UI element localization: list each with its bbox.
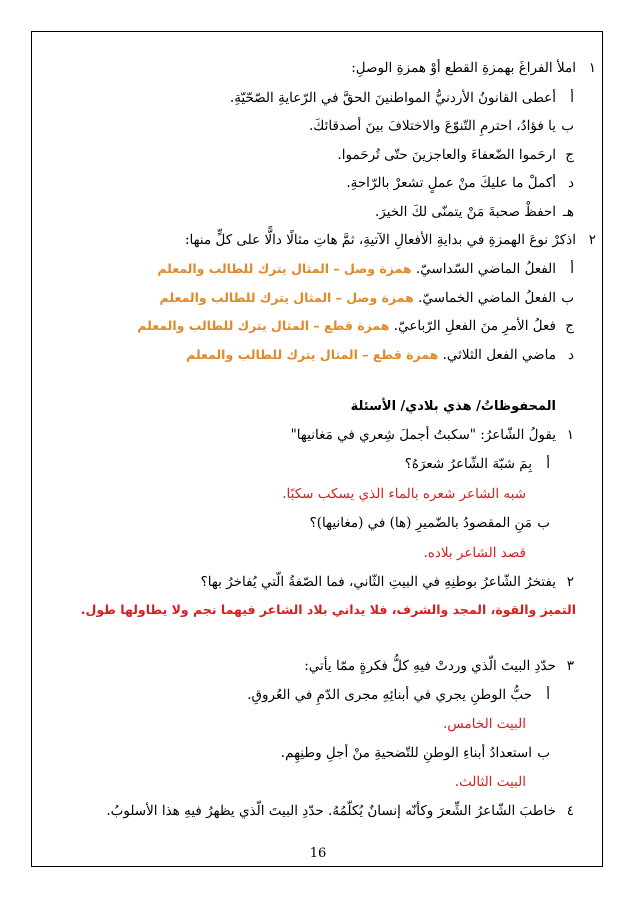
q2-item-b <box>34 288 556 308</box>
p3-item-b-text: استعدادُ أبناءِ الوطنِ للتّضحيةِ منْ أجلِ وطنِهِم. <box>280 745 532 761</box>
p2-number: ٢ <box>566 574 574 590</box>
p1-item-b-letter: ب <box>537 515 550 531</box>
q2-item-b-answer: همزة وصل – المثال يترك للطالب والمعلم <box>159 290 414 305</box>
q2-item-a-text: الفعلُ الماضي السّداسيّ. <box>415 261 556 277</box>
q2-item-c-letter: ج <box>565 318 574 334</box>
q1-number: ١ <box>588 60 596 76</box>
q1-item-b-text: يا فؤادُ، احترمِ التّنوّعَ والاختلافَ بينَ أصدقائكَ. <box>308 118 556 134</box>
q1-item-e-text: احفظْ صحبةَ مَنْ يتمنّى لكَ الخيرَ. <box>374 204 556 220</box>
q2-item-d-letter: د <box>567 347 574 363</box>
p1-item-a-answer: شبه الشاعر شعره بالماء الذي يسكب سكبًا. <box>282 486 526 502</box>
q1-item-d-letter: د <box>567 175 574 191</box>
q1-item-c-letter: ج <box>565 147 574 163</box>
p4-number: ٤ <box>566 803 574 819</box>
p1-item-b-answer: قصد الشاعر بلاده. <box>423 545 526 561</box>
p3-number: ٣ <box>566 658 574 674</box>
page-number: 16 <box>309 846 327 861</box>
p4-title: خاطبَ الشّاعرُ الشِّعرَ وكأنّه إنسانٌ يُكلّمُهُ. حدّدِ البيتَ الّذي يظهرُ فيهِ هذا الأسلوبُ. <box>106 803 556 819</box>
q2-item-a <box>34 259 556 279</box>
q2-item-d <box>34 345 556 365</box>
q2-item-a-letter: أ <box>570 261 574 277</box>
p3-title: حدّدِ البيتَ الّذي وردتْ فيهِ كلُّ فكرةٍ ممّا يأتي: <box>304 658 556 674</box>
q2-item-c-text: فعلُ الأمرِ منَ الفعلِ الرّباعيّ. <box>393 318 556 334</box>
q2-item-a-answer: همزة وصل – المثال يترك للطالب والمعلم <box>157 261 412 276</box>
q1-title: املأ الفراغَ بهمزةِ القطع أوْ همزةِ الوصلِ: <box>351 60 576 76</box>
q2-item-c-answer: همزة قطع – المثال يترك للطالب والمعلم <box>137 318 390 333</box>
q2-item-b-letter: ب <box>561 290 574 306</box>
p1-item-a-letter: أ <box>546 456 550 472</box>
p3-item-b-answer: البيت الثالث. <box>454 774 526 790</box>
q1-item-a-letter: أ <box>570 90 574 106</box>
q2-item-c <box>34 316 556 336</box>
q2-item-b-text: الفعلُ الماضي الخماسيّ. <box>418 290 556 306</box>
p3-item-a-letter: أ <box>546 687 550 703</box>
q1-item-a-text: أعطى القانونُ الأردنيُّ المواطنينَ الحقَّ في الرّعايةِ الصّحّيّةِ. <box>229 90 556 106</box>
p2-answer: التميز والقوة، المجد والشرف، فلا يداني بلاد الشاعر فيهما نجم ولا يطاولها طول. <box>80 602 576 617</box>
p3-item-a-text: حبُّ الوطنِ يجري في أبنائِهِ مجرى الدّمِ في العُروقِ. <box>247 687 532 703</box>
p1-item-b-text: مَنِ المقصودُ بالضّميرِ (ها) في (مغانيها)؟ <box>309 515 532 531</box>
p1-title: يقولُ الشّاعرُ: "سكبتُ أجملَ شِعري في مَغانيها" <box>290 427 556 443</box>
q1-item-d-text: أكملْ ما عليكَ منْ عملٍ تشعرْ بالرّاحةِ. <box>346 175 556 191</box>
q2-title: اذكرْ نوعَ الهمزةِ في بدايةِ الأفعالِ الآتيةِ، ثمَّ هاتِ مثالًا دالًّا على كلٍّ منها: <box>184 232 576 248</box>
q2-item-d-text: ماضي الفعل الثلاثي. <box>442 347 556 363</box>
q2-number: ٢ <box>588 232 596 248</box>
p3-item-b-letter: ب <box>537 745 550 761</box>
p2-title: يفتخرُ الشّاعرُ بوطنِهِ في البيتِ الثّاني، فما الصّفةُ الّتي يُفاخرُ بها؟ <box>200 574 556 590</box>
q2-item-d-answer: همزة قطع – المثال يترك للطالب والمعلم <box>186 347 439 362</box>
p1-number: ١ <box>566 427 574 443</box>
p1-item-a-text: بِمَ شبّهَ الشّاعرُ شعرَهُ؟ <box>404 456 532 472</box>
q1-item-e-letter: هـ <box>562 204 574 220</box>
section-title: المحفوظاتُ/ هذي بلادي/ الأسئلة <box>350 399 556 414</box>
q1-item-b-letter: ب <box>561 118 574 134</box>
q1-item-c-text: ارحَموا الضّعفاءَ والعاجزينَ حتّى تُرحَموا. <box>337 147 556 163</box>
p3-item-a-answer: البيت الخامس. <box>443 716 526 732</box>
